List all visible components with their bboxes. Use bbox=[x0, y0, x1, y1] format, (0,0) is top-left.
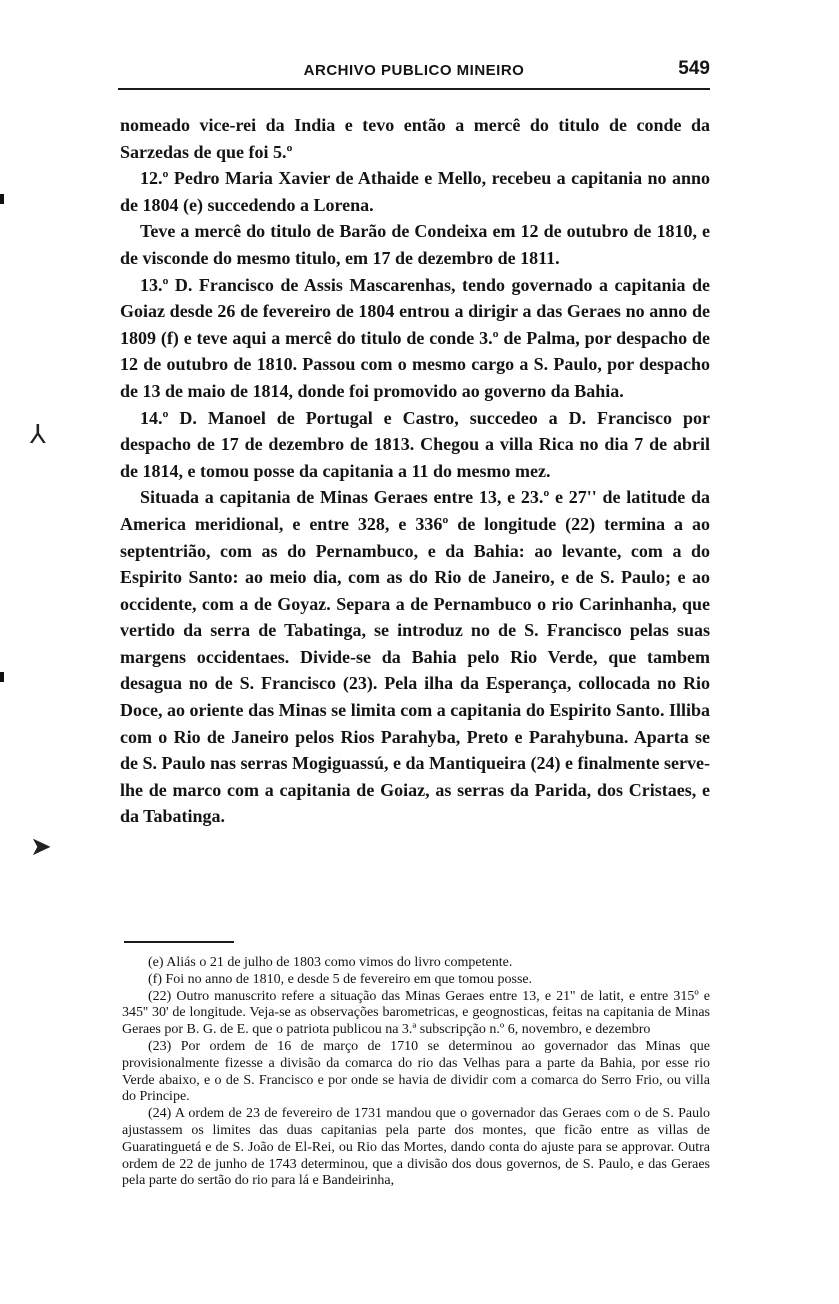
page-number: 549 bbox=[678, 58, 710, 79]
footnote: (e) Aliás o 21 de julho de 1803 como vimos do livro competente. bbox=[148, 955, 513, 970]
paragraph: 12.º Pedro Maria Xavier de Athaide e Mello, recebeu a capitania no anno de 1804 (e) succedendo a Lorena. bbox=[120, 168, 710, 215]
footnote-rule bbox=[124, 941, 234, 943]
header-rule bbox=[118, 88, 710, 90]
paragraph: 14.º D. Manoel de Portugal e Castro, succedeo a D. Francisco por despacho de 17 de dezembro de 1813. Chegou a villa Rica no dia 7 de abril de 1814, e tomou posse da capitania a 11 do mesmo mez. bbox=[120, 407, 710, 481]
paragraph: 13.º D. Francisco de Assis Mascarenhas, tendo governado a capitania de Goiaz desde 26 de fevereiro de 1804 entrou a dirigir a das Geraes no anno de 1809 (f) e teve aqui a mercê do titulo de conde 3.º de Palma, por despacho de 12 de outubro de 1810. Passou com o mesmo cargo a S. Paulo, por despacho de 13 de maio de 1814, donde foi promovido ao governo da Bahia. bbox=[120, 274, 710, 401]
footnote: (24) A ordem de 23 de fevereiro de 1731 mandou que o governador das Geraes com o de S. Paulo ajustassem os limites das duas capitanias pela parte dos montes, que ficão entre as villas de Guaratinguetá e de S. João de El-Rei, ou Rio das Mortes, dando conta do ajuste para se approvar. Outra ordem de 22 de junho de 1743 determinou, que a divisão dos dous governos, de S. Paulo, e das Geraes pela parte do sertão do rio para lá e Bandeirinha, bbox=[122, 1106, 710, 1189]
edge-mark bbox=[0, 672, 4, 682]
footnote: (f) Foi no anno de 1810, e desde 5 de fevereiro em que tomou posse. bbox=[148, 971, 533, 987]
paragraph: Teve a mercê do titulo de Barão de Condeixa em 12 de outubro de 1810, e de visconde do mesmo titulo, em 17 de dezembro de 1811. bbox=[120, 221, 710, 268]
footnote: (23) Por ordem de 16 de março de 1710 se determinou ao governador das Minas que provisionalmente fizesse a divisão da comarca do rio das Velhas para a parte da Bahia, por esse rio Verde abaixo, e o de S. Francisco e por onde se havia de dividir com a comarca do Serro Frio, ou villa do Principe. bbox=[122, 1038, 710, 1105]
footnotes bbox=[122, 955, 710, 1190]
running-title: ARCHIVO PUBLICO MINEIRO bbox=[303, 62, 525, 79]
footnote: (22) Outro manuscrito refere a situação das Minas Geraes entre 13, e 21'' de latit, e entre 315º e 345'' 30' de longitude. Veja-se as observações barometricas, e geognosticas, feitas na capitania de Minas Geraes por B. G. de E. que o patriota publicou na 3.ª subscripção n.º 6, novembro, e dezembro bbox=[122, 988, 710, 1038]
edge-mark bbox=[0, 194, 4, 204]
margin-arrow-mark: ➤ bbox=[30, 832, 52, 862]
main-text bbox=[120, 112, 710, 830]
page-header bbox=[118, 58, 710, 88]
paragraph: nomeado vice-rei da India e tevo então a mercê do titulo de conde da Sarzedas de que foi 5.º bbox=[120, 115, 710, 162]
paragraph: Situada a capitania de Minas Geraes entre 13, e 23.º e 27'' de latitude da America meridional, e entre 328, e 336º de longitude (22) termina a ao septentrião, com as do Pernambuco, e da Bahia: ao levante, com a do Espirito Santo: ao meio dia, com as do Rio de Janeiro, e de S. Paulo; e ao occidente, com a de Goyaz. Separa a de Pernambuco o rio Carinhanha, que vertido da serra de Tabatinga, se introduz no de S. Francisco pelas suas margens occidentaes. Divide-se da Bahia pelo Rio Verde, que tambem desagua no de S. Francisco (23). Pela ilha da Esperança, collocada no Rio Doce, ao oriente das Minas se limita com a capitania do Espirito Santo. Illiba com o Rio de Janeiro pelos Rios Parahyba, Preto e Parahybuna. Aparta se de S. Paulo nas serras Mogiguassú, e da Mantiqueira (24) e finalmente serve-lhe de marco com a capitania de Goiaz, as serras da Parida, dos Cristaes, e da Tabatinga. bbox=[120, 487, 710, 827]
margin-check-mark: ⅄ bbox=[30, 420, 46, 450]
